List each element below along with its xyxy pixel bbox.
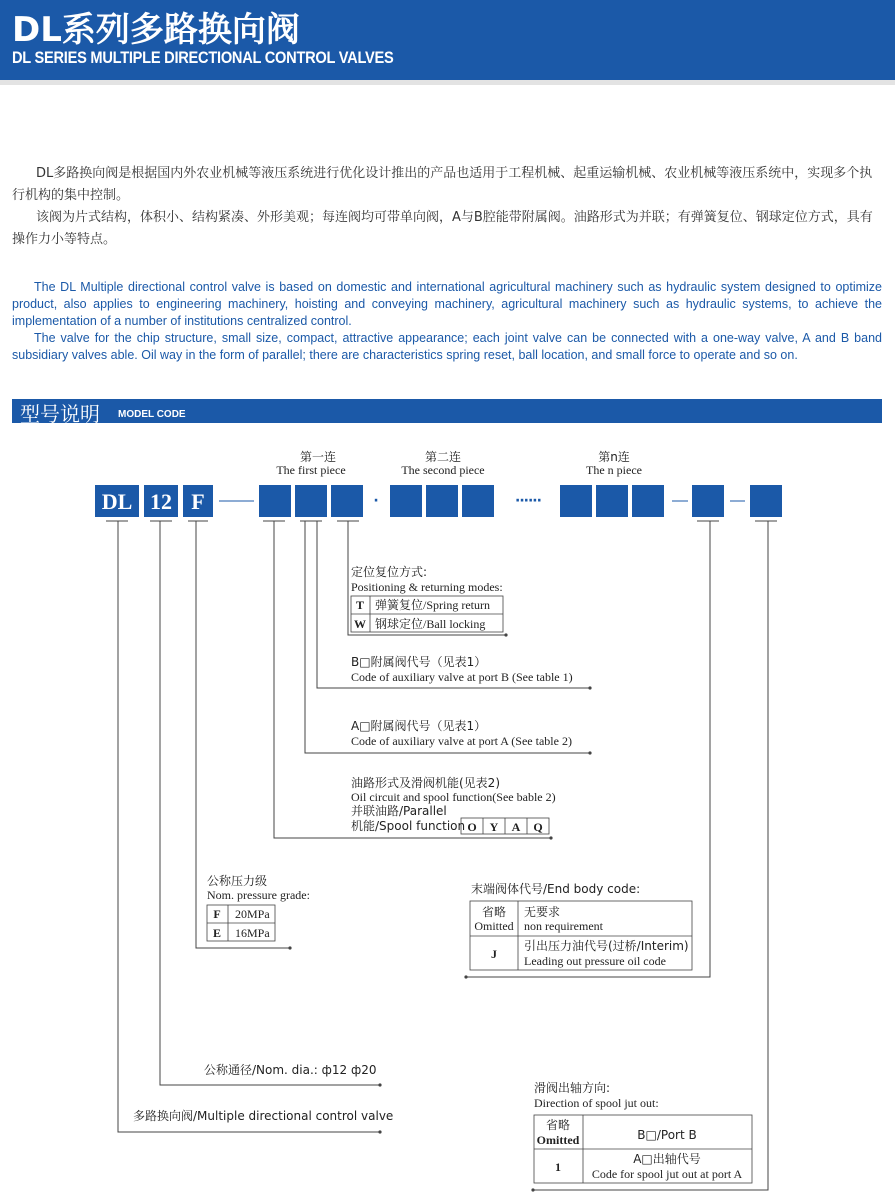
aux-b-zh: B□附属阀代号（见表1） xyxy=(351,655,487,669)
code-box-12-label: 12 xyxy=(150,489,172,514)
nom-dia: 公称通径/Nom. dia.: ф12 ф20 xyxy=(204,1063,377,1077)
page-title: DL系列多路换向阀 xyxy=(12,10,300,50)
piece-2-box-3 xyxy=(462,485,494,517)
page-subtitle: DL SERIES MULTIPLE DIRECTIONAL CONTROL VALVES xyxy=(12,48,394,67)
spool-dir-desc-port-a-zh: A□出轴代号 xyxy=(633,1152,701,1166)
spool-dir-code-1: 1 xyxy=(555,1160,561,1174)
intro-en-para-2: The valve for the chip structure, small size, compact, attractive appearance; each joint valve can be connected with a one-way valve, A and B band subsidiary valves able. Oil way in the form of parallel; there are characteristics spring reset, ball location, and small force to operate and so on. xyxy=(12,331,882,362)
end-body-desc-j-zh: 引出压力油代号(过桥/Interim) xyxy=(524,939,689,953)
piece-1-en: The first piece xyxy=(276,463,346,477)
valve-name: 多路换向阀/Multiple directional control valve xyxy=(133,1109,394,1123)
end-body-code-omitted-en: Omitted xyxy=(474,919,514,933)
pressure-en: Nom. pressure grade: xyxy=(207,888,310,902)
intro-zh-para-1: DL多路换向阀是根据国内外农业机械等液压系统进行优化设计推出的产品也适用于工程机械、起重运输机械、农业机械等液压系统中，实现多个执行机构的集中控制。 xyxy=(12,166,873,203)
spool-dir-title-zh: 滑阀出轴方向: xyxy=(534,1081,611,1095)
spool-code-q: Q xyxy=(533,820,543,834)
spool-function-label: 机能/Spool function xyxy=(351,819,466,833)
spool-dir-title-en: Direction of spool jut out: xyxy=(534,1096,659,1110)
end-body-box xyxy=(692,485,724,517)
aux-b-en: Code of auxiliary valve at port B (See table 1) xyxy=(351,670,573,684)
section-title-en: MODEL CODE xyxy=(118,409,186,420)
piece-n-box-3 xyxy=(632,485,664,517)
spool-code-y: Y xyxy=(489,820,499,834)
spool-dir-desc-port-b: B□/Port B xyxy=(637,1128,697,1142)
piece-n-box-1 xyxy=(560,485,592,517)
end-body-code-j: J xyxy=(491,947,497,961)
piece-2-en: The second piece xyxy=(401,463,485,477)
piece-1-zh: 第一连 xyxy=(299,450,337,464)
piece-n-box-2 xyxy=(596,485,628,517)
end-body-title: 末端阀体代号/End body code: xyxy=(471,882,641,896)
pressure-value-e: 16MPa xyxy=(235,926,270,940)
spool-code-a: A xyxy=(511,820,521,834)
piece-1-box-1 xyxy=(259,485,291,517)
piece-2-box-2 xyxy=(426,485,458,517)
pressure-zh: 公称压力级 xyxy=(207,874,268,888)
positioning-title-zh: 定位复位方式: xyxy=(351,565,428,579)
spool-en: Oil circuit and spool function(See bable 2) xyxy=(351,790,556,804)
positioning-desc-w: 钢球定位/Ball locking xyxy=(375,617,486,631)
spool-code-o: O xyxy=(467,820,477,834)
piece-2-zh: 第二连 xyxy=(424,450,462,464)
positioning-code-t: T xyxy=(355,598,365,612)
dot-separator: · xyxy=(373,493,379,509)
spool-dir-code-omitted-en: Omitted xyxy=(536,1133,580,1147)
piece-n-zh: 第n连 xyxy=(598,450,630,464)
spool-dir-code-omitted-zh: 省略 xyxy=(545,1118,571,1132)
pressure-code-e: E xyxy=(212,926,222,940)
code-box-dl-label: DL xyxy=(101,489,133,514)
end-body-desc-j-en: Leading out pressure oil code xyxy=(524,954,666,968)
intro-zh-para-2: 该阀为片式结构，体积小、结构紧凑、外形美观；每连阀均可带单向阀，A与B腔能带附属阀。油路形式为并联；有弹簧复位、钢球定位方式，具有操作力小等特点。 xyxy=(12,210,873,247)
piece-1-box-2 xyxy=(295,485,327,517)
intro-en-para-1: The DL Multiple directional control valve is based on domestic and international agricultural machinery such as hydraulic system designed to optimize product, also applies to engineering machinery, hoisting and conveying machinery, agricultural machinery such as hydraulic systems, to achieve the implementation of a number of institutions centralized control. xyxy=(12,280,882,328)
positioning-desc-t: 弹簧复位/Spring return xyxy=(375,598,490,612)
spool-dir-box xyxy=(750,485,782,517)
ellipsis-separator: ······ xyxy=(515,493,541,509)
positioning-title-en: Positioning & returning modes: xyxy=(351,580,503,594)
aux-a-en: Code of auxiliary valve at port A (See table 2) xyxy=(351,734,572,748)
spool-dir-desc-port-a-en: Code for spool jut out at port A xyxy=(591,1167,743,1181)
piece-2-box-1 xyxy=(390,485,422,517)
end-body-code-omitted-zh: 省略 xyxy=(481,905,507,919)
end-body-desc-omitted-en: non requirement xyxy=(524,919,603,933)
section-title-zh: 型号说明 xyxy=(20,402,100,426)
end-body-desc-omitted-zh: 无要求 xyxy=(524,905,561,919)
piece-1-box-3 xyxy=(331,485,363,517)
code-box-f-label: F xyxy=(191,489,205,514)
piece-n-en: The n piece xyxy=(586,463,642,477)
spool-parallel: 并联油路/Parallel xyxy=(351,804,447,818)
pressure-value-f: 20MPa xyxy=(235,907,270,921)
aux-a-zh: A□附属阀代号（见表1） xyxy=(351,719,487,733)
spool-zh: 油路形式及滑阀机能(见表2) xyxy=(351,776,500,790)
pressure-code-f: F xyxy=(213,907,221,921)
positioning-code-w: W xyxy=(354,617,366,631)
